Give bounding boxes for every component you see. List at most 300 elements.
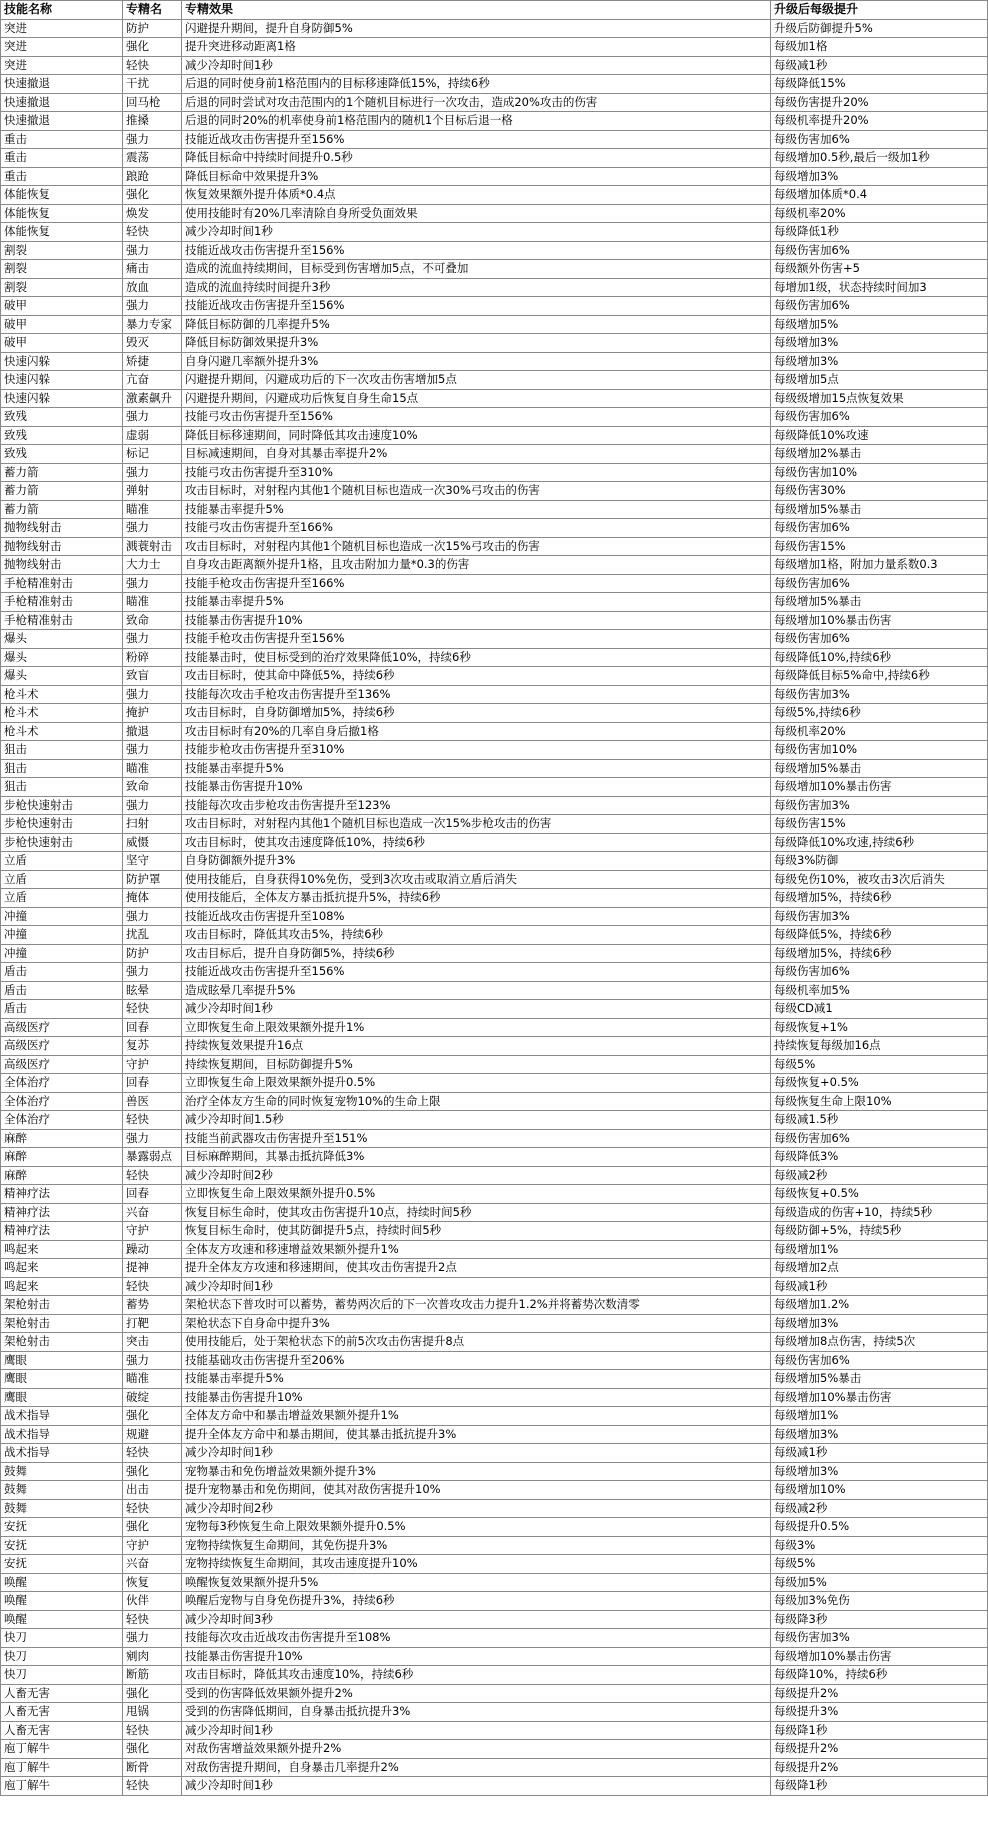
specialization-name-cell: 焕发 [123,204,182,223]
skill-name-cell: 鸣起来 [1,1240,123,1259]
specialization-effect-cell: 减少冷却时间1秒 [182,1777,771,1796]
specialization-effect-cell: 对敌伤害提升期间，自身暴击几率提升2% [182,1758,771,1777]
table-row [1,556,988,575]
skill-name-cell: 鼓舞 [1,1499,123,1518]
skill-name-cell: 庖丁解牛 [1,1758,123,1777]
upgrade-per-level-cell: 每级增加10% [771,1481,988,1500]
table-row [1,1259,988,1278]
upgrade-per-level-cell: 每级伤害加6% [771,630,988,649]
table-row [1,704,988,723]
specialization-effect-cell: 减少冷却时间2秒 [182,1166,771,1185]
specialization-name-cell: 致盲 [123,667,182,686]
specialization-name-cell: 强力 [123,297,182,316]
specialization-effect-cell: 技能弓攻击伤害提升至166% [182,519,771,538]
header-skill-name: 技能名称 [1,1,123,20]
upgrade-per-level-cell: 每级增加3% [771,167,988,186]
upgrade-per-level-cell: 每级提升2% [771,1684,988,1703]
specialization-effect-cell: 闪避提升期间，提升自身防御5% [182,19,771,38]
specialization-effect-cell: 技能暴击伤害提升10% [182,1388,771,1407]
specialization-name-cell: 亢奋 [123,371,182,390]
upgrade-per-level-cell: 每级增加0.5秒,最后一级加1秒 [771,149,988,168]
specialization-effect-cell: 攻击目标后，提升自身防御5%，持续6秒 [182,944,771,963]
table-row [1,426,988,445]
skill-name-cell: 盾击 [1,1000,123,1019]
upgrade-per-level-cell: 每级降低5%，持续6秒 [771,926,988,945]
skill-name-cell: 枪斗术 [1,685,123,704]
specialization-name-cell: 复苏 [123,1037,182,1056]
skill-name-cell: 突进 [1,56,123,75]
specialization-effect-cell: 自身防御额外提升3% [182,852,771,871]
table-row [1,1573,988,1592]
specialization-name-cell: 强化 [123,1518,182,1537]
specialization-effect-cell: 技能暴击伤害提升10% [182,611,771,630]
specialization-name-cell: 强力 [123,1629,182,1648]
upgrade-per-level-cell: 每级伤害加6% [771,130,988,149]
specialization-name-cell: 强力 [123,1129,182,1148]
upgrade-per-level-cell: 每级恢复+1% [771,1018,988,1037]
table-row [1,56,988,75]
table-row [1,1536,988,1555]
specialization-name-cell: 虚弱 [123,426,182,445]
table-row [1,852,988,871]
specialization-effect-cell: 技能近战攻击伤害提升至156% [182,130,771,149]
specialization-effect-cell: 对敌伤害增益效果额外提升2% [182,1740,771,1759]
header-per-level-upgrade: 升级后每级提升 [771,1,988,20]
specialization-effect-cell: 使用技能后，自身获得10%免伤，受到3次攻击或取消立盾后消失 [182,870,771,889]
table-row [1,1610,988,1629]
specialization-effect-cell: 目标麻醉期间，其暴击抵抗降低3% [182,1148,771,1167]
skill-name-cell: 麻醉 [1,1148,123,1167]
upgrade-per-level-cell: 每级增加8点伤害，持续5次 [771,1333,988,1352]
specialization-name-cell: 恢复 [123,1573,182,1592]
specialization-name-cell: 轻快 [123,223,182,242]
skill-name-cell: 手枪精准射击 [1,574,123,593]
specialization-name-cell: 矫捷 [123,352,182,371]
table-row [1,537,988,556]
upgrade-per-level-cell: 每级增加10%暴击伤害 [771,1388,988,1407]
specialization-name-cell: 粉碎 [123,648,182,667]
specialization-name-cell: 轻快 [123,1777,182,1796]
upgrade-per-level-cell: 每级增加10%暴击伤害 [771,778,988,797]
specialization-name-cell: 标记 [123,445,182,464]
skill-name-cell: 人畜无害 [1,1703,123,1722]
upgrade-per-level-cell: 每级降低目标5%命中,持续6秒 [771,667,988,686]
specialization-effect-cell: 受到的伤害降低期间，自身暴击抵抗提升3% [182,1703,771,1722]
specialization-effect-cell: 减少冷却时间1秒 [182,1277,771,1296]
specialization-effect-cell: 技能当前武器攻击伤害提升至151% [182,1129,771,1148]
table-row [1,574,988,593]
specialization-effect-cell: 宠物持续恢复生命期间，其攻击速度提升10% [182,1555,771,1574]
table-row [1,241,988,260]
skill-name-cell: 致残 [1,445,123,464]
specialization-name-cell: 强化 [123,186,182,205]
table-row [1,1721,988,1740]
upgrade-per-level-cell: 每级5% [771,1055,988,1074]
skill-name-cell: 步枪快速射击 [1,815,123,834]
skill-name-cell: 麻醉 [1,1166,123,1185]
skill-name-cell: 狙击 [1,778,123,797]
specialization-effect-cell: 技能暴击时，使目标受到的治疗效果降低10%，持续6秒 [182,648,771,667]
specialization-name-cell: 激素飙升 [123,389,182,408]
upgrade-per-level-cell: 每级伤害15% [771,815,988,834]
table-row [1,1499,988,1518]
specialization-name-cell: 回春 [123,1018,182,1037]
specialization-effect-cell: 唤醒恢复效果额外提升5% [182,1573,771,1592]
specialization-name-cell: 强力 [123,907,182,926]
upgrade-per-level-cell: 每级加1格 [771,38,988,57]
skill-name-cell: 人畜无害 [1,1684,123,1703]
skill-name-cell: 鹰眼 [1,1370,123,1389]
table-row [1,1148,988,1167]
upgrade-per-level-cell: 每级伤害加3% [771,685,988,704]
specialization-effect-cell: 自身闪避几率额外提升3% [182,352,771,371]
specialization-name-cell: 致命 [123,611,182,630]
skill-name-cell: 立盾 [1,889,123,908]
specialization-effect-cell: 减少冷却时间1秒 [182,1721,771,1740]
skill-name-cell: 爆头 [1,630,123,649]
specialization-effect-cell: 降低目标命中持续时间提升0.5秒 [182,149,771,168]
table-row [1,1407,988,1426]
skill-name-cell: 人畜无害 [1,1721,123,1740]
skill-name-cell: 鼓舞 [1,1462,123,1481]
table-row [1,1055,988,1074]
skill-name-cell: 手枪精准射击 [1,593,123,612]
specialization-effect-cell: 减少冷却时间1.5秒 [182,1111,771,1130]
table-row [1,297,988,316]
table-row [1,1481,988,1500]
specialization-effect-cell: 持续恢复期间，目标防御提升5% [182,1055,771,1074]
table-row [1,778,988,797]
skill-name-cell: 蓄力箭 [1,500,123,519]
upgrade-per-level-cell: 每级减2秒 [771,1166,988,1185]
table-row [1,648,988,667]
table-row [1,223,988,242]
table-row [1,19,988,38]
specialization-name-cell: 强力 [123,408,182,427]
upgrade-per-level-cell: 每级减2秒 [771,1499,988,1518]
skill-name-cell: 冲撞 [1,926,123,945]
skill-name-cell: 体能恢复 [1,223,123,242]
specialization-effect-cell: 降低目标防御效果提升3% [182,334,771,353]
upgrade-per-level-cell: 每级额外伤害+5 [771,260,988,279]
specialization-name-cell: 强力 [123,519,182,538]
upgrade-per-level-cell: 每级5% [771,1555,988,1574]
specialization-name-cell: 强化 [123,1740,182,1759]
table-row [1,482,988,501]
specialization-effect-cell: 技能近战攻击伤害提升至156% [182,297,771,316]
specialization-effect-cell: 技能暴击率提升5% [182,1370,771,1389]
upgrade-per-level-cell: 每级5%,持续6秒 [771,704,988,723]
header-specialization-effect: 专精效果 [182,1,771,20]
specialization-name-cell: 暴露弱点 [123,1148,182,1167]
table-row [1,685,988,704]
skill-name-cell: 快刀 [1,1666,123,1685]
specialization-effect-cell: 使用技能后，全体友方暴击抵抗提升5%，持续6秒 [182,889,771,908]
specialization-name-cell: 强化 [123,38,182,57]
specialization-name-cell: 扫射 [123,815,182,834]
specialization-effect-cell: 技能暴击伤害提升10% [182,1647,771,1666]
upgrade-per-level-cell: 每增加1级，状态持续时间加3 [771,278,988,297]
skill-name-cell: 枪斗术 [1,722,123,741]
specialization-name-cell: 轻快 [123,1444,182,1463]
skill-name-cell: 鼓舞 [1,1481,123,1500]
specialization-name-cell: 回马枪 [123,93,182,112]
specialization-name-cell: 兴奋 [123,1555,182,1574]
skill-name-cell: 架枪射击 [1,1333,123,1352]
specialization-effect-cell: 恢复目标生命时，使其攻击伤害提升10点，持续时间5秒 [182,1203,771,1222]
specialization-effect-cell: 技能每次攻击步枪攻击伤害提升至123% [182,796,771,815]
skill-name-cell: 安抚 [1,1518,123,1537]
specialization-effect-cell: 攻击目标时有20%的几率自身后撤1格 [182,722,771,741]
upgrade-per-level-cell: 每级伤害加6% [771,297,988,316]
upgrade-per-level-cell: 每级增加5%暴击 [771,759,988,778]
skill-name-cell: 体能恢复 [1,204,123,223]
specialization-name-cell: 回春 [123,1185,182,1204]
upgrade-per-level-cell: 每级增加3% [771,334,988,353]
skill-name-cell: 抛物线射击 [1,537,123,556]
specialization-name-cell: 轻快 [123,1721,182,1740]
upgrade-per-level-cell: 每级增加3% [771,352,988,371]
specialization-name-cell: 守护 [123,1536,182,1555]
table-row [1,112,988,131]
skill-name-cell: 庖丁解牛 [1,1740,123,1759]
table-row [1,1111,988,1130]
specialization-effect-cell: 技能每次攻击手枪攻击伤害提升至136% [182,685,771,704]
upgrade-per-level-cell: 每级增加10%暴击伤害 [771,1647,988,1666]
table-row [1,1425,988,1444]
specialization-effect-cell: 攻击目标时，对射程内其他1个随机目标也造成一次30%弓攻击的伤害 [182,482,771,501]
specialization-effect-cell: 宠物持续恢复生命期间，其免伤提升3% [182,1536,771,1555]
specialization-name-cell: 瞄准 [123,1370,182,1389]
upgrade-per-level-cell: 每级降10%，持续6秒 [771,1666,988,1685]
upgrade-per-level-cell: 每级增加1.2% [771,1296,988,1315]
upgrade-per-level-cell: 每级降低10%攻速,持续6秒 [771,833,988,852]
skill-name-cell: 蓄力箭 [1,482,123,501]
specialization-effect-cell: 恢复效果额外提升体质*0.4点 [182,186,771,205]
table-row [1,1222,988,1241]
table-row [1,519,988,538]
skill-name-cell: 立盾 [1,870,123,889]
table-row [1,1758,988,1777]
specialization-name-cell: 强力 [123,796,182,815]
table-row [1,371,988,390]
specialization-effect-cell: 技能每次攻击近战攻击伤害提升至108% [182,1629,771,1648]
upgrade-per-level-cell: 每级恢复+0.5% [771,1185,988,1204]
specialization-effect-cell: 技能手枪攻击伤害提升至166% [182,574,771,593]
table-row [1,278,988,297]
table-row [1,204,988,223]
upgrade-per-level-cell: 每级伤害15% [771,537,988,556]
specialization-name-cell: 强力 [123,1351,182,1370]
specialization-name-cell: 暴力专家 [123,315,182,334]
specialization-name-cell: 掩护 [123,704,182,723]
skill-name-cell: 突进 [1,38,123,57]
skill-name-cell: 破甲 [1,297,123,316]
upgrade-per-level-cell: 每级伤害加10% [771,741,988,760]
skill-name-cell: 破甲 [1,334,123,353]
table-row [1,1666,988,1685]
table-row [1,722,988,741]
specialization-name-cell: 兴奋 [123,1203,182,1222]
table-row [1,1555,988,1574]
skill-name-cell: 步枪快速射击 [1,833,123,852]
specialization-name-cell: 弹射 [123,482,182,501]
specialization-name-cell: 眩晕 [123,981,182,1000]
table-row [1,500,988,519]
specialization-effect-cell: 立即恢复生命上限效果额外提升1% [182,1018,771,1037]
upgrade-per-level-cell: 每级提升2% [771,1758,988,1777]
upgrade-per-level-cell: 每级恢复生命上限10% [771,1092,988,1111]
specialization-effect-cell: 宠物每3秒恢复生命上限效果额外提升0.5% [182,1518,771,1537]
specialization-name-cell: 出击 [123,1481,182,1500]
specialization-name-cell: 强化 [123,1407,182,1426]
specialization-name-cell: 剜肉 [123,1647,182,1666]
table-row [1,981,988,1000]
specialization-name-cell: 大力士 [123,556,182,575]
specialization-name-cell: 破绽 [123,1388,182,1407]
table-row [1,1351,988,1370]
specialization-effect-cell: 造成眩晕几率提升5% [182,981,771,1000]
upgrade-per-level-cell: 每级减1.5秒 [771,1111,988,1130]
upgrade-per-level-cell: 每级增加3% [771,1314,988,1333]
specialization-effect-cell: 受到的伤害降低效果额外提升2% [182,1684,771,1703]
specialization-effect-cell: 使用技能时有20%几率清除自身所受负面效果 [182,204,771,223]
specialization-name-cell: 溅蓑射击 [123,537,182,556]
upgrade-per-level-cell: 每级3%防御 [771,852,988,871]
specialization-name-cell: 强化 [123,1462,182,1481]
specialization-name-cell: 蓄势 [123,1296,182,1315]
upgrade-per-level-cell: 每级增加3% [771,1462,988,1481]
specialization-effect-cell: 后退的同时使身前1格范围内的目标移速降低15%，持续6秒 [182,75,771,94]
table-row [1,1129,988,1148]
skill-name-cell: 快速撤退 [1,75,123,94]
upgrade-per-level-cell: 每级伤害加6% [771,408,988,427]
specialization-effect-cell: 技能近战攻击伤害提升至108% [182,907,771,926]
table-row [1,593,988,612]
table-row [1,630,988,649]
specialization-name-cell: 轻快 [123,1499,182,1518]
specialization-name-cell: 防护罩 [123,870,182,889]
table-row [1,75,988,94]
skill-name-cell: 鹰眼 [1,1351,123,1370]
specialization-name-cell: 轻快 [123,1111,182,1130]
upgrade-per-level-cell: 每级提升3% [771,1703,988,1722]
specialization-name-cell: 强力 [123,574,182,593]
upgrade-per-level-cell: 每级增加5%，持续6秒 [771,944,988,963]
specialization-name-cell: 瞄准 [123,500,182,519]
skill-name-cell: 鹰眼 [1,1388,123,1407]
upgrade-per-level-cell: 每级防御+5%，持续5秒 [771,1222,988,1241]
specialization-effect-cell: 全体友方攻速和移速增益效果额外提升1% [182,1240,771,1259]
skill-name-cell: 庖丁解牛 [1,1777,123,1796]
upgrade-per-level-cell: 每级伤害提升20% [771,93,988,112]
skill-name-cell: 抛物线射击 [1,519,123,538]
header-specialization-name: 专精名 [123,1,182,20]
specialization-name-cell: 撤退 [123,722,182,741]
upgrade-per-level-cell: 每级恢复+0.5% [771,1074,988,1093]
upgrade-per-level-cell: 每级伤害加3% [771,796,988,815]
table-row [1,1203,988,1222]
table-row [1,1277,988,1296]
upgrade-per-level-cell: 每级增加10%暴击伤害 [771,611,988,630]
upgrade-per-level-cell: 每级减1秒 [771,1444,988,1463]
skill-name-cell: 麻醉 [1,1129,123,1148]
specialization-effect-cell: 目标减速期间，自身对其暴击率提升2% [182,445,771,464]
upgrade-per-level-cell: 每级降3秒 [771,1610,988,1629]
table-row [1,1777,988,1796]
upgrade-per-level-cell: 持续恢复每级加16点 [771,1037,988,1056]
table-row [1,1444,988,1463]
specialization-effect-cell: 攻击目标时，对射程内其他1个随机目标也造成一次15%弓攻击的伤害 [182,537,771,556]
table-row [1,1370,988,1389]
table-row [1,167,988,186]
skill-name-cell: 割裂 [1,278,123,297]
specialization-effect-cell: 技能弓攻击伤害提升至310% [182,463,771,482]
specialization-name-cell: 扰乱 [123,926,182,945]
skill-name-cell: 致残 [1,426,123,445]
specialization-effect-cell: 全体友方命中和暴击增益效果额外提升1% [182,1407,771,1426]
table-row [1,1388,988,1407]
upgrade-per-level-cell: 每级伤害加3% [771,1629,988,1648]
specialization-name-cell: 轻快 [123,1610,182,1629]
specialization-effect-cell: 技能暴击率提升5% [182,759,771,778]
specialization-name-cell: 守护 [123,1055,182,1074]
upgrade-per-level-cell: 每级降1秒 [771,1721,988,1740]
upgrade-per-level-cell: 每级伤害加6% [771,1129,988,1148]
skill-name-cell: 安抚 [1,1536,123,1555]
skill-name-cell: 鸣起来 [1,1277,123,1296]
specialization-effect-cell: 减少冷却时间1秒 [182,1444,771,1463]
upgrade-per-level-cell: 每级级增加15点恢复效果 [771,389,988,408]
upgrade-per-level-cell: 每级加5% [771,1573,988,1592]
specialization-effect-cell: 造成的流血持续期间，目标受到伤害增加5点，不可叠加 [182,260,771,279]
table-row [1,149,988,168]
upgrade-per-level-cell: 每级降1秒 [771,1777,988,1796]
specialization-name-cell: 威慑 [123,833,182,852]
table-row [1,315,988,334]
table-row [1,741,988,760]
specialization-name-cell: 兽医 [123,1092,182,1111]
skill-name-cell: 破甲 [1,315,123,334]
specialization-name-cell: 守护 [123,1222,182,1241]
specialization-name-cell: 放血 [123,278,182,297]
upgrade-per-level-cell: 每级降低3% [771,1148,988,1167]
specialization-name-cell: 回春 [123,1074,182,1093]
skill-name-cell: 全体治疗 [1,1111,123,1130]
upgrade-per-level-cell: 每级提升2% [771,1740,988,1759]
specialization-name-cell: 躁动 [123,1240,182,1259]
skill-name-cell: 冲撞 [1,944,123,963]
table-row [1,463,988,482]
specialization-name-cell: 强力 [123,463,182,482]
skill-name-cell: 盾击 [1,963,123,982]
table-row [1,389,988,408]
table-header-row [1,1,988,20]
upgrade-per-level-cell: 每级增加5%，持续6秒 [771,889,988,908]
table-row [1,889,988,908]
table-row [1,93,988,112]
skill-name-cell: 精神疗法 [1,1222,123,1241]
specialization-effect-cell: 减少冷却时间1秒 [182,56,771,75]
specialization-effect-cell: 攻击目标时，自身防御增加5%，持续6秒 [182,704,771,723]
table-row [1,334,988,353]
specialization-effect-cell: 立即恢复生命上限效果额外提升0.5% [182,1185,771,1204]
upgrade-per-level-cell: 每级降低15% [771,75,988,94]
specialization-name-cell: 干扰 [123,75,182,94]
specialization-effect-cell: 唤醒后宠物与自身免伤提升3%，持续6秒 [182,1592,771,1611]
specialization-effect-cell: 技能暴击率提升5% [182,500,771,519]
specialization-effect-cell: 架枪状态下自身命中提升3% [182,1314,771,1333]
